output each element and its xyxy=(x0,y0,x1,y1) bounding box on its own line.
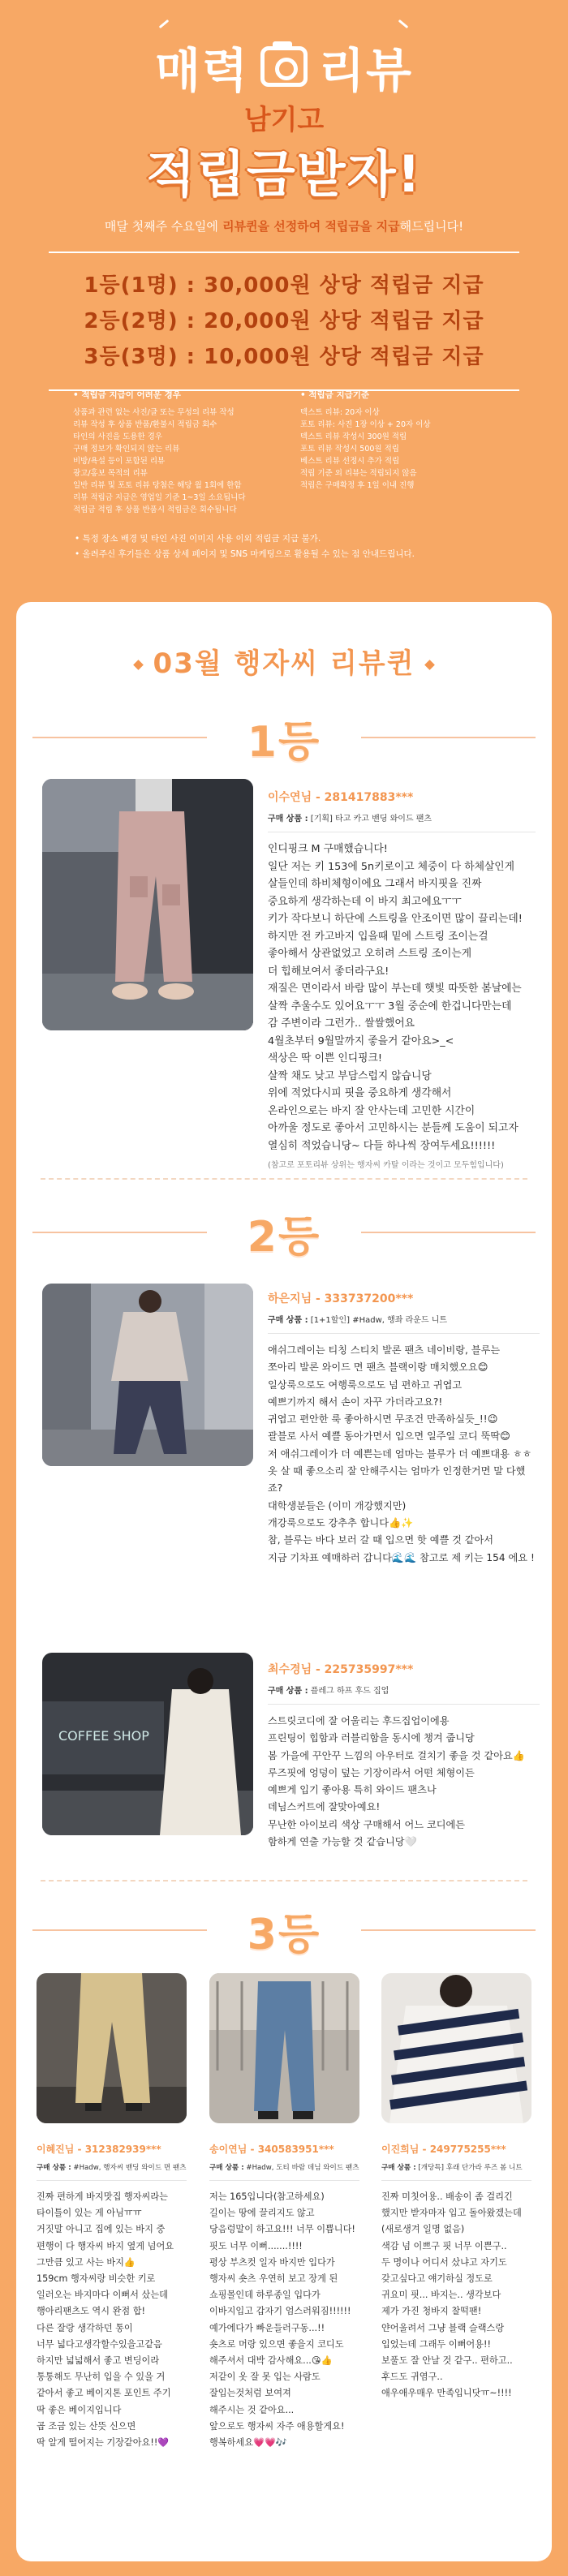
product-name[interactable]: [기획] 타고 카고 밴딩 와이드 팬츠 xyxy=(308,815,432,824)
guide-line: 텍스트 리뷰 작성시 300원 적립 xyxy=(300,432,407,441)
svg-text:COFFEE SHOP: COFFEE SHOP xyxy=(58,1728,149,1744)
reviewer-id: 하은지님 - 333737200*** xyxy=(268,1292,414,1305)
product-name[interactable]: 플레그 하프 후드 집업 xyxy=(308,1687,389,1696)
rank-label: 2등 xyxy=(247,1213,321,1262)
prize-row: 3등(3명) : 10,000원 상당 적립금 지급 xyxy=(84,345,484,369)
review-photo[interactable] xyxy=(209,1973,359,2123)
review-fifth xyxy=(209,2142,359,2451)
prize-rank: 2등(2명) xyxy=(84,309,179,333)
hero-subtitle: 남기고 xyxy=(243,104,325,136)
intro-mid: 리뷰퀸을 선정하여 적립금을 지급 xyxy=(217,219,400,234)
guide-right xyxy=(300,389,495,516)
guide-line: 베스트 리뷰 선정시 추가 적립 xyxy=(300,457,400,466)
reviewer-id: 이진희님 - 249775255*** xyxy=(381,2144,506,2155)
intro-text xyxy=(0,217,568,234)
prize-amount: 20,000원 상당 적립금 지급 xyxy=(204,309,484,333)
intro-pre: 매달 첫째주 수요일에 xyxy=(104,219,218,234)
intro-post: 해드립니다! xyxy=(399,219,464,234)
guide-line: 구매 정보가 확인되지 않는 리뷰 xyxy=(73,445,180,454)
guide-line: 포토 리뷰 작성시 500원 적립 xyxy=(300,445,399,454)
review-sixth xyxy=(381,2142,531,2402)
review-text: 저는 165입니다(참고하세요) 길이는 땅에 끌리지도 않고 당음렁말이 하고요!!! 너무 이쁩니다! 핏도 너무 이뻐.......!!!! 평상 부츠컷 일자 바지만 입다가 행자씨 숏츠 우연히 보고 장게 된 쇼핑몰인데 하루종일 입다가 이바지입고 갑자기 엄스러워짐!!!!!! 예가에다가 빠운들러구동...!! 숏츠로 머랑 있으면 좋을지 코디도 해주셔서 대박 감사해요...😘👍 저같이 옷 잘 못 입는 사람도 잘입는것처럼 보여져 해주시는 것 같아요... 앞으로도 행자씨 자주 애용할게요! 행복하세요💗💗🎶 xyxy=(209,2191,355,2449)
guide-line: 적립은 구매확정 후 1일 이내 진행 xyxy=(300,481,415,490)
photo-denim-pants xyxy=(209,1973,359,2123)
product-name[interactable]: [개당특] 후래 단가라 루즈 봄 니트 xyxy=(415,2164,523,2172)
diamond-icon xyxy=(425,660,436,670)
notice-item: • 올려주신 후기들은 상품 상세 페이지 및 SNS 마케팅으로 활용될 수 있는 점 안내드립니다. xyxy=(75,549,415,559)
prize-list xyxy=(49,252,519,391)
guide-left xyxy=(73,389,268,516)
review-third xyxy=(268,1661,540,1851)
review-photo[interactable] xyxy=(42,1284,253,1466)
guide-line: 텍스트 리뷰: 20자 이상 xyxy=(300,408,380,417)
divider xyxy=(37,2180,187,2181)
dashed-divider xyxy=(41,1178,527,1180)
rank-label: 1등 xyxy=(247,718,321,767)
photo-pants-pink xyxy=(42,779,253,1030)
rank-first-header xyxy=(16,707,552,767)
rank-second-header xyxy=(16,1202,552,1262)
divider xyxy=(268,1333,540,1334)
dashed-divider xyxy=(41,1880,527,1881)
rank-label: 3등 xyxy=(247,1911,321,1959)
review-text: 진짜 미칫어용.. 배송이 좀 걸리긴 했지만 받자마자 입고 돌아왔겠는데 (새로생겨 일명 없음) 색감 넘 이쁘구 핏 너무 이쁜구.. 두 명이나 어디서 샀냐고 자기도 갖고싶다고 얘기하실 정도로 귀요미 핏... 바지는.. 생각보다 제가 가진 청바지 찰떡팬! 얀어울려서 그냥 블랙 슬랙스랑 입었는데 그래두 이뻐어용!! 보풀도 잘 안날 것 같구.. 편하고.. 후드도 귀염구.. 애우애우매우 만족입니닷ㅠ~!!!! xyxy=(381,2191,522,2399)
camera-icon xyxy=(260,46,308,87)
photo-hoodie-ivory xyxy=(42,1653,253,1835)
product-label: 구매 상품 : xyxy=(268,815,308,824)
divider xyxy=(209,2180,359,2181)
guide-line: 비방/욕설 등이 포함된 리뷰 xyxy=(73,457,166,466)
product-name[interactable]: #Hadw, 도티 바람 데님 와이드 팬츠 xyxy=(243,2164,359,2172)
prize-amount: 30,000원 상당 적립금 지급 xyxy=(204,273,484,298)
review-text: 진짜 편하게 바지맛집 행자씨라는 타이틀이 있는 게 아님ㅠㅠ 거짓말 아니고 집에 있는 바지 중 편행이 다 행자씨 바지 옆게 넘어요 그만큼 있고 사는 바지👍 159cm 행자씨랑 비슷한 키로 일러오는 바지마다 이뻐서 샀는데 행아리팬츠도 역시 완점 합! 다른 잘랑 생각하던 통이 너무 넓다고생각할수있을고같음 하지만 넓넓해서 좋고 변딩이라 통통해도 무난히 입을 수 있을 거 같아서 좋고 베이지톤 포인트 주기 딱 좋은 베이지입니다 곱 조금 있는 산뜻 신으면 딱 알게 떨어지는 기장같아요!!💜 xyxy=(37,2191,174,2449)
review-fourth xyxy=(37,2142,187,2451)
guide-line: 광고/홍보 목적의 리뷰 xyxy=(73,469,148,478)
review-text: 애쉬그레이는 티칭 스티치 발론 팬츠 네이비랑, 블루는 쪼아리 발론 와이드 면 팬츠 블랙이랑 매치했오요😊 일상룩으로도 여행룩으로도 넘 편하고 귀엽고 예쁘기까지 해서 손이 자꾸 가더라고요?! 귀엽고 편안한 룩 좋아하시면 무조건 만족하실듯_!!😉 괄블로 사서 예쁠 동아가면서 입으면 일주일 코디 뚝딱😊 저 애쉬그레이가 더 예쁜는데 엄마는 블루가 더 예쁘대용 ㅎㅎ 옷 살 때 좋으소리 잘 안해주시는 엄마가 인정한거면 말 다했죠? 대학생분들은 (이미 개강했지만) 개강룩으로도 강추추 합니다👍✨ 참, 블루는 바다 보러 갈 때 입으면 핫 예쁠 것 같아서 지금 기차표 예매하러 갑니다🌊🌊 참고로 제 키는 154 에요 ! xyxy=(268,1344,535,1563)
product-line xyxy=(381,2162,531,2172)
prize-row: 2등(2명) : 20,000원 상당 적립금 지급 xyxy=(84,309,484,333)
reviewer-id: 이혜진님 - 312382939*** xyxy=(37,2144,161,2155)
guide-line: 적립금 적립 후 상품 반품시 적립금은 회수됩니다 xyxy=(73,505,237,514)
guide-line: 포토 리뷰: 사진 1장 이상 + 20자 이상 xyxy=(300,420,431,429)
prize-rank: 1등(1명) xyxy=(84,273,179,298)
photo-knit-grey xyxy=(42,1284,253,1466)
review-photo[interactable] xyxy=(37,1973,187,2123)
divider xyxy=(361,1929,536,1931)
photo-beige-pants xyxy=(37,1973,187,2123)
product-line xyxy=(268,1684,540,1696)
review-photo[interactable] xyxy=(42,779,253,1030)
reviewer-id: 최수경님 - 225735997*** xyxy=(268,1663,414,1676)
review-note: (참고로 포토리뷰 상위는 행자씨 카탈 이라는 것이고 모두힘입니다) xyxy=(268,1161,504,1170)
notice-list xyxy=(75,531,497,562)
divider xyxy=(381,2180,531,2181)
product-label: 구매 상품 : xyxy=(37,2164,71,2172)
guide-line: 타인의 사진을 도용한 경우 xyxy=(73,432,163,441)
guide-section xyxy=(73,389,495,516)
divider xyxy=(361,1232,536,1233)
product-line xyxy=(268,1313,540,1325)
divider xyxy=(361,737,536,738)
product-label: 구매 상품 : xyxy=(209,2164,244,2172)
decor-line xyxy=(398,19,409,28)
reviewer-id: 송이연님 - 340583951*** xyxy=(209,2144,334,2155)
product-label: 구매 상품 : xyxy=(268,1316,308,1325)
product-line xyxy=(37,2162,187,2172)
review-text: 스트릿코디에 잘 어울리는 후드집업이에용 프린팅이 힙함과 러블리함을 동시에 챙겨 줍니당 봄 가을에 꾸안꾸 느낌의 아우터로 걸치기 좋을 것 같아요👍 루즈핏에 엉덩이 덮는 기장이라서 어떤 체형이든 예쁘게 입기 좋아용 특히 와이드 팬츠나 데님스커트에 잘맞아예요! 무난한 아이보리 색상 구매해서 어느 코디에든 함하게 연출 가능할 것 같습니당🤍 xyxy=(268,1715,525,1848)
photo-stripe-knit xyxy=(381,1973,531,2123)
prize-rank: 3등(3명) xyxy=(84,345,179,369)
hero-right-text: 리뷰 xyxy=(319,43,414,98)
promo-banner xyxy=(0,0,568,617)
decor-line xyxy=(159,19,170,28)
hero-title xyxy=(0,32,568,101)
guide-line: 일반 리뷰 및 포토 리뷰 당첨은 해당 월 1회에 한함 xyxy=(73,481,242,490)
product-label: 구매 상품 : xyxy=(268,1687,308,1696)
product-label: 구매 상품 : xyxy=(381,2164,416,2172)
hero-main: 적립금받자! xyxy=(146,144,422,204)
review-first xyxy=(268,789,536,1170)
product-name[interactable]: [1+1할인] #Hadw, 행좌 라운드 니트 xyxy=(308,1316,448,1325)
review-text: 인디핑크 M 구매했습니다! 일단 저는 키 153에 5n키로이고 체중이 다 하체살인게 살들인데 하비체형이에요 그래서 바지핏을 진짜 중요하게 생각하는데 이 바지 최고에요ㅜㅜ 키가 작다보니 하단에 스트링을 안조이면 많이 끌리는데! 하지만 전 카고바지 입을때 밑에 스트링 조이는걸 좋아해서 상관없었고 오히려 스트링 조이는게 더 힙해보여서 좋더라구요! 재질은 면이라서 바람 많이 부는데 햇빛 따뜻한 봄날에는 살짝 추울수도 있어요ㅜㅜ 3월 중순에 한겁니다만는데 감 주변이라 그런가.. 쌀쌀했어요 4월초부터 9월말까지 좋을거 같아요>_< 색상은 딱 이쁜 인디핑크! 살짝 채도 낮고 부담스럽지 않습니당 위에 적었다시피 핏을 중요하게 생각해서 온라인으로는 바지 잘 안사는데 고민한 시간이 아까울 정도로 좋아서 고민하시는 분들께 도움이 되고자 열심히 적었습니당~ 다들 하나씩 장여두세요!!!!!! xyxy=(268,843,523,1152)
reviewer-id: 이수연님 - 281417883*** xyxy=(268,791,414,804)
rank-third-header xyxy=(16,1900,552,1957)
guide-line: 상품과 관련 없는 사진/글 또는 무성의 리뷰 작성 xyxy=(73,408,235,417)
review-photo[interactable] xyxy=(42,1653,253,1835)
guide-left-title: • 적립금 지급이 어려운 경우 xyxy=(73,390,181,400)
review-photo[interactable] xyxy=(381,1973,531,2123)
product-line xyxy=(209,2162,359,2172)
hero-left-text: 매력 xyxy=(154,43,249,98)
prize-amount: 10,000원 상당 적립금 지급 xyxy=(204,345,484,369)
guide-line: 적립 기준 외 리뷰는 적립되지 않음 xyxy=(300,469,417,478)
product-line xyxy=(268,811,536,824)
product-name[interactable]: #Hadw, 행자씨 밴딩 와이드 면 팬츠 xyxy=(71,2164,187,2172)
notice-item: • 특정 장소 배경 및 타인 사진 이미지 사용 이외 적립금 지급 불가. xyxy=(75,534,321,544)
diamond-icon xyxy=(133,660,144,670)
divider xyxy=(268,1704,540,1705)
review-second xyxy=(268,1290,540,1567)
section-title-text: 03월 행자씨 리뷰퀸 xyxy=(153,647,415,680)
review-queen-card xyxy=(16,602,552,2561)
section-title xyxy=(16,641,552,681)
guide-right-title: • 적립금 지급기준 xyxy=(300,390,370,400)
guide-line: 리뷰 작성 후 상품 반품/환불시 적립금 회수 xyxy=(73,420,217,429)
prize-row: 1등(1명) : 30,000원 상당 적립금 지급 xyxy=(84,273,484,298)
guide-line: 리뷰 적립금 지급은 영업일 기준 1~3일 소요됩니다 xyxy=(73,493,246,502)
